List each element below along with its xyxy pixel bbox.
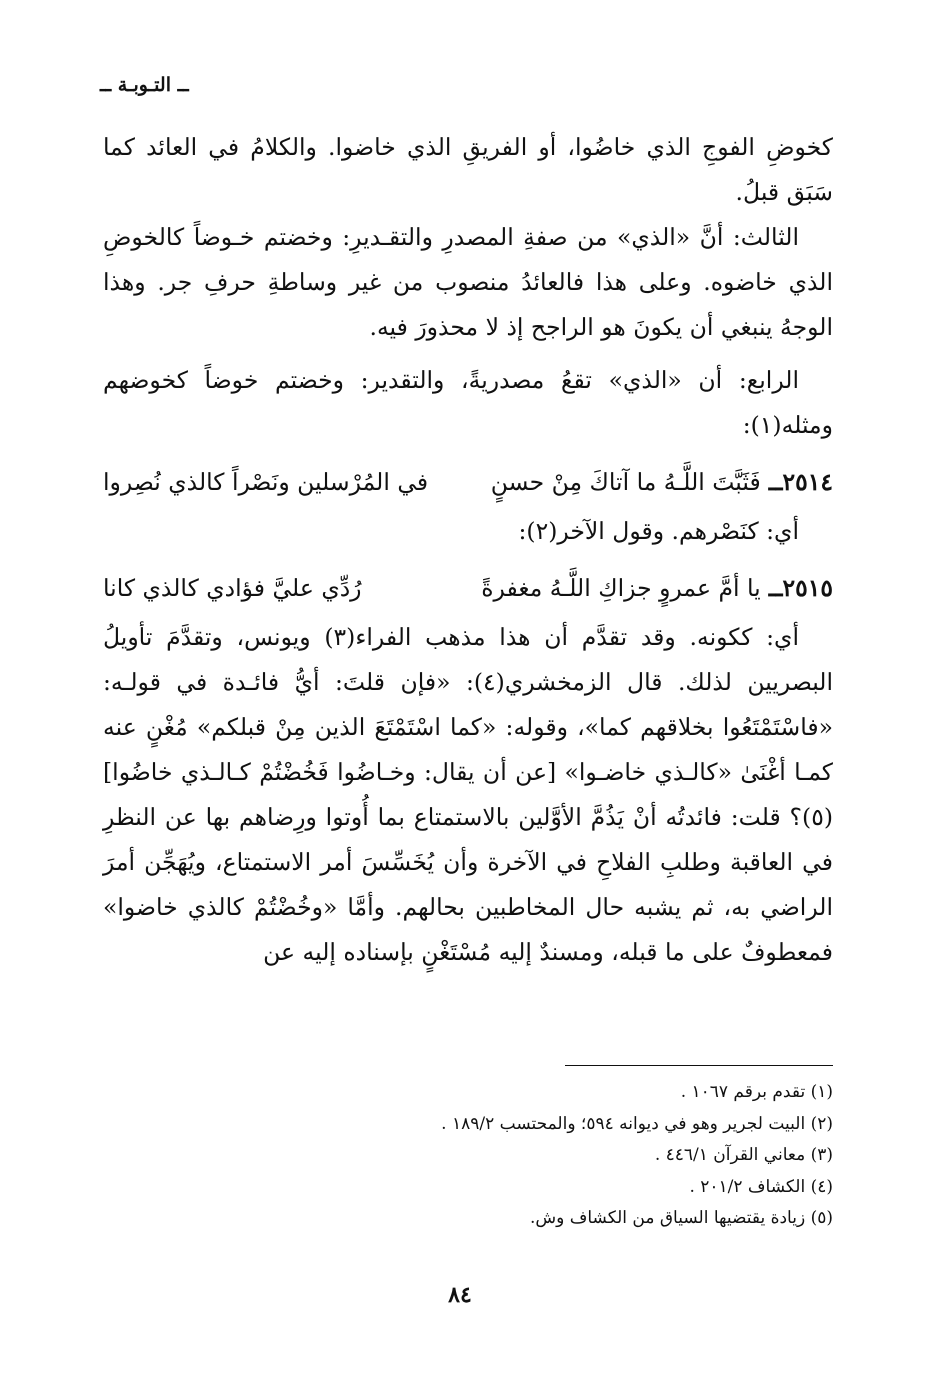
verse-2515 — [103, 566, 833, 611]
footnote-3: (٣) معاني القرآن ٤٤٦/١ . — [654, 1145, 833, 1165]
footnote-4: (٤) الكشاف ٢٠١/٢ . — [689, 1176, 833, 1197]
footnote-1: (١) تقدم برقم ١٠٦٧ . — [680, 1082, 833, 1102]
footnote-5: (٥) زيادة يقتضيها السياق من الكشاف وش. — [529, 1208, 833, 1228]
verse-number: ٢٥١٤ــ — [768, 468, 833, 496]
paragraph-after-verse-2514: أي: كنَصْرهم. وقول الآخر(٢): — [518, 517, 799, 545]
paragraph-third-view: الثالث: أنَّ «الذي» من صفةِ المصدرِ والتقـديرِ: وخضتم خـوضاً كالخوضِ الذي خاضوه. وعلى هذا فالعائدُ منصوب من غير وساطةِ حرفِ جر. وهذا الوجهُ ينبغي أن يكونَ هو الراجح إذ لا محذورَ فيه. — [103, 223, 833, 341]
verse-first-hemistich: يا أمَّ عمروٍ جزاكِ اللَّـهُ مغفرةً — [481, 574, 761, 602]
main-text — [103, 125, 833, 975]
verse-second-hemistich: في المُرْسلين ونَصْراً كالذي نُصِروا — [103, 468, 429, 496]
paragraph-zamakhshari-quote: أي: ككونه. وقد تقدَّم أن هذا مذهب الفراء(٣) ويونس، وتقدَّمَ تأويلُ البصريين لذلك. قال الزمخشري(٤): «فإن قلتَ: أيُّ فائـدة في قولـه: «فاسْتَمْتَعُوا بخلاقهم كما»، وقوله: «كما اسْتَمْتَعَ الذين مِنْ قبلكم» مُغْنٍ عنه كمـا أغْنَىٰ «كالـذي خاضـوا» [عن أن يقال: وخـاضُوا فَخُضْتُمْ كـالـذي خاضُوا](٥)؟ قلت: فائدتُه أنْ يَذُمَّ الأوَّلين بالاستمتاع بما أُوتوا ورِضاهم بها عن النظرِ في العاقبة وطلبِ الفلاحِ في الآخرة وأن يُخَسِّسَ أمر الاستمتاع، ويُهَجِّن أمرَ الراضي به، ثم يشبه حال المخاطبين بحالهم. وأمَّا «وخُضْتُمْ كالذي خاضوا» فمعطوفٌ على ما قبله، ومسندٌ إليه مُسْتَغْنٍ بإسناده إليه عن — [103, 623, 833, 966]
verse-number: ٢٥١٥ــ — [768, 574, 833, 602]
paragraph-fourth-view: الرابع: أن «الذي» تقعُ مصدريةً، والتقدير: وخضتم خوضاً كخوضهم ومثله(١): — [103, 366, 833, 439]
page-number: ٨٤ — [448, 1282, 472, 1308]
verse-second-hemistich: رُدِّي عليَّ فؤادي كالذي كانا — [103, 574, 362, 602]
verse-2514 — [103, 460, 833, 505]
footnote-separator — [565, 1065, 833, 1066]
verse-first-hemistich: فَثَبَّتَ اللَّـهُ ما آتاكَ مِنْ حسنٍ — [490, 468, 761, 496]
footnote-2: (٢) البيت لجرير وهو في ديوانه ٥٩٤؛ والمحتسب ١٨٩/٢ . — [441, 1113, 833, 1134]
paragraph-continuation: كخوضِ الفوجِ الذي خاضُوا، أو الفريقِ الذي خاضوا. والكلامُ في العائد كما سَبَق قبلُ. — [103, 133, 833, 206]
footnotes — [103, 1077, 833, 1235]
running-head: ــ التـوبـة ــ — [100, 74, 189, 96]
